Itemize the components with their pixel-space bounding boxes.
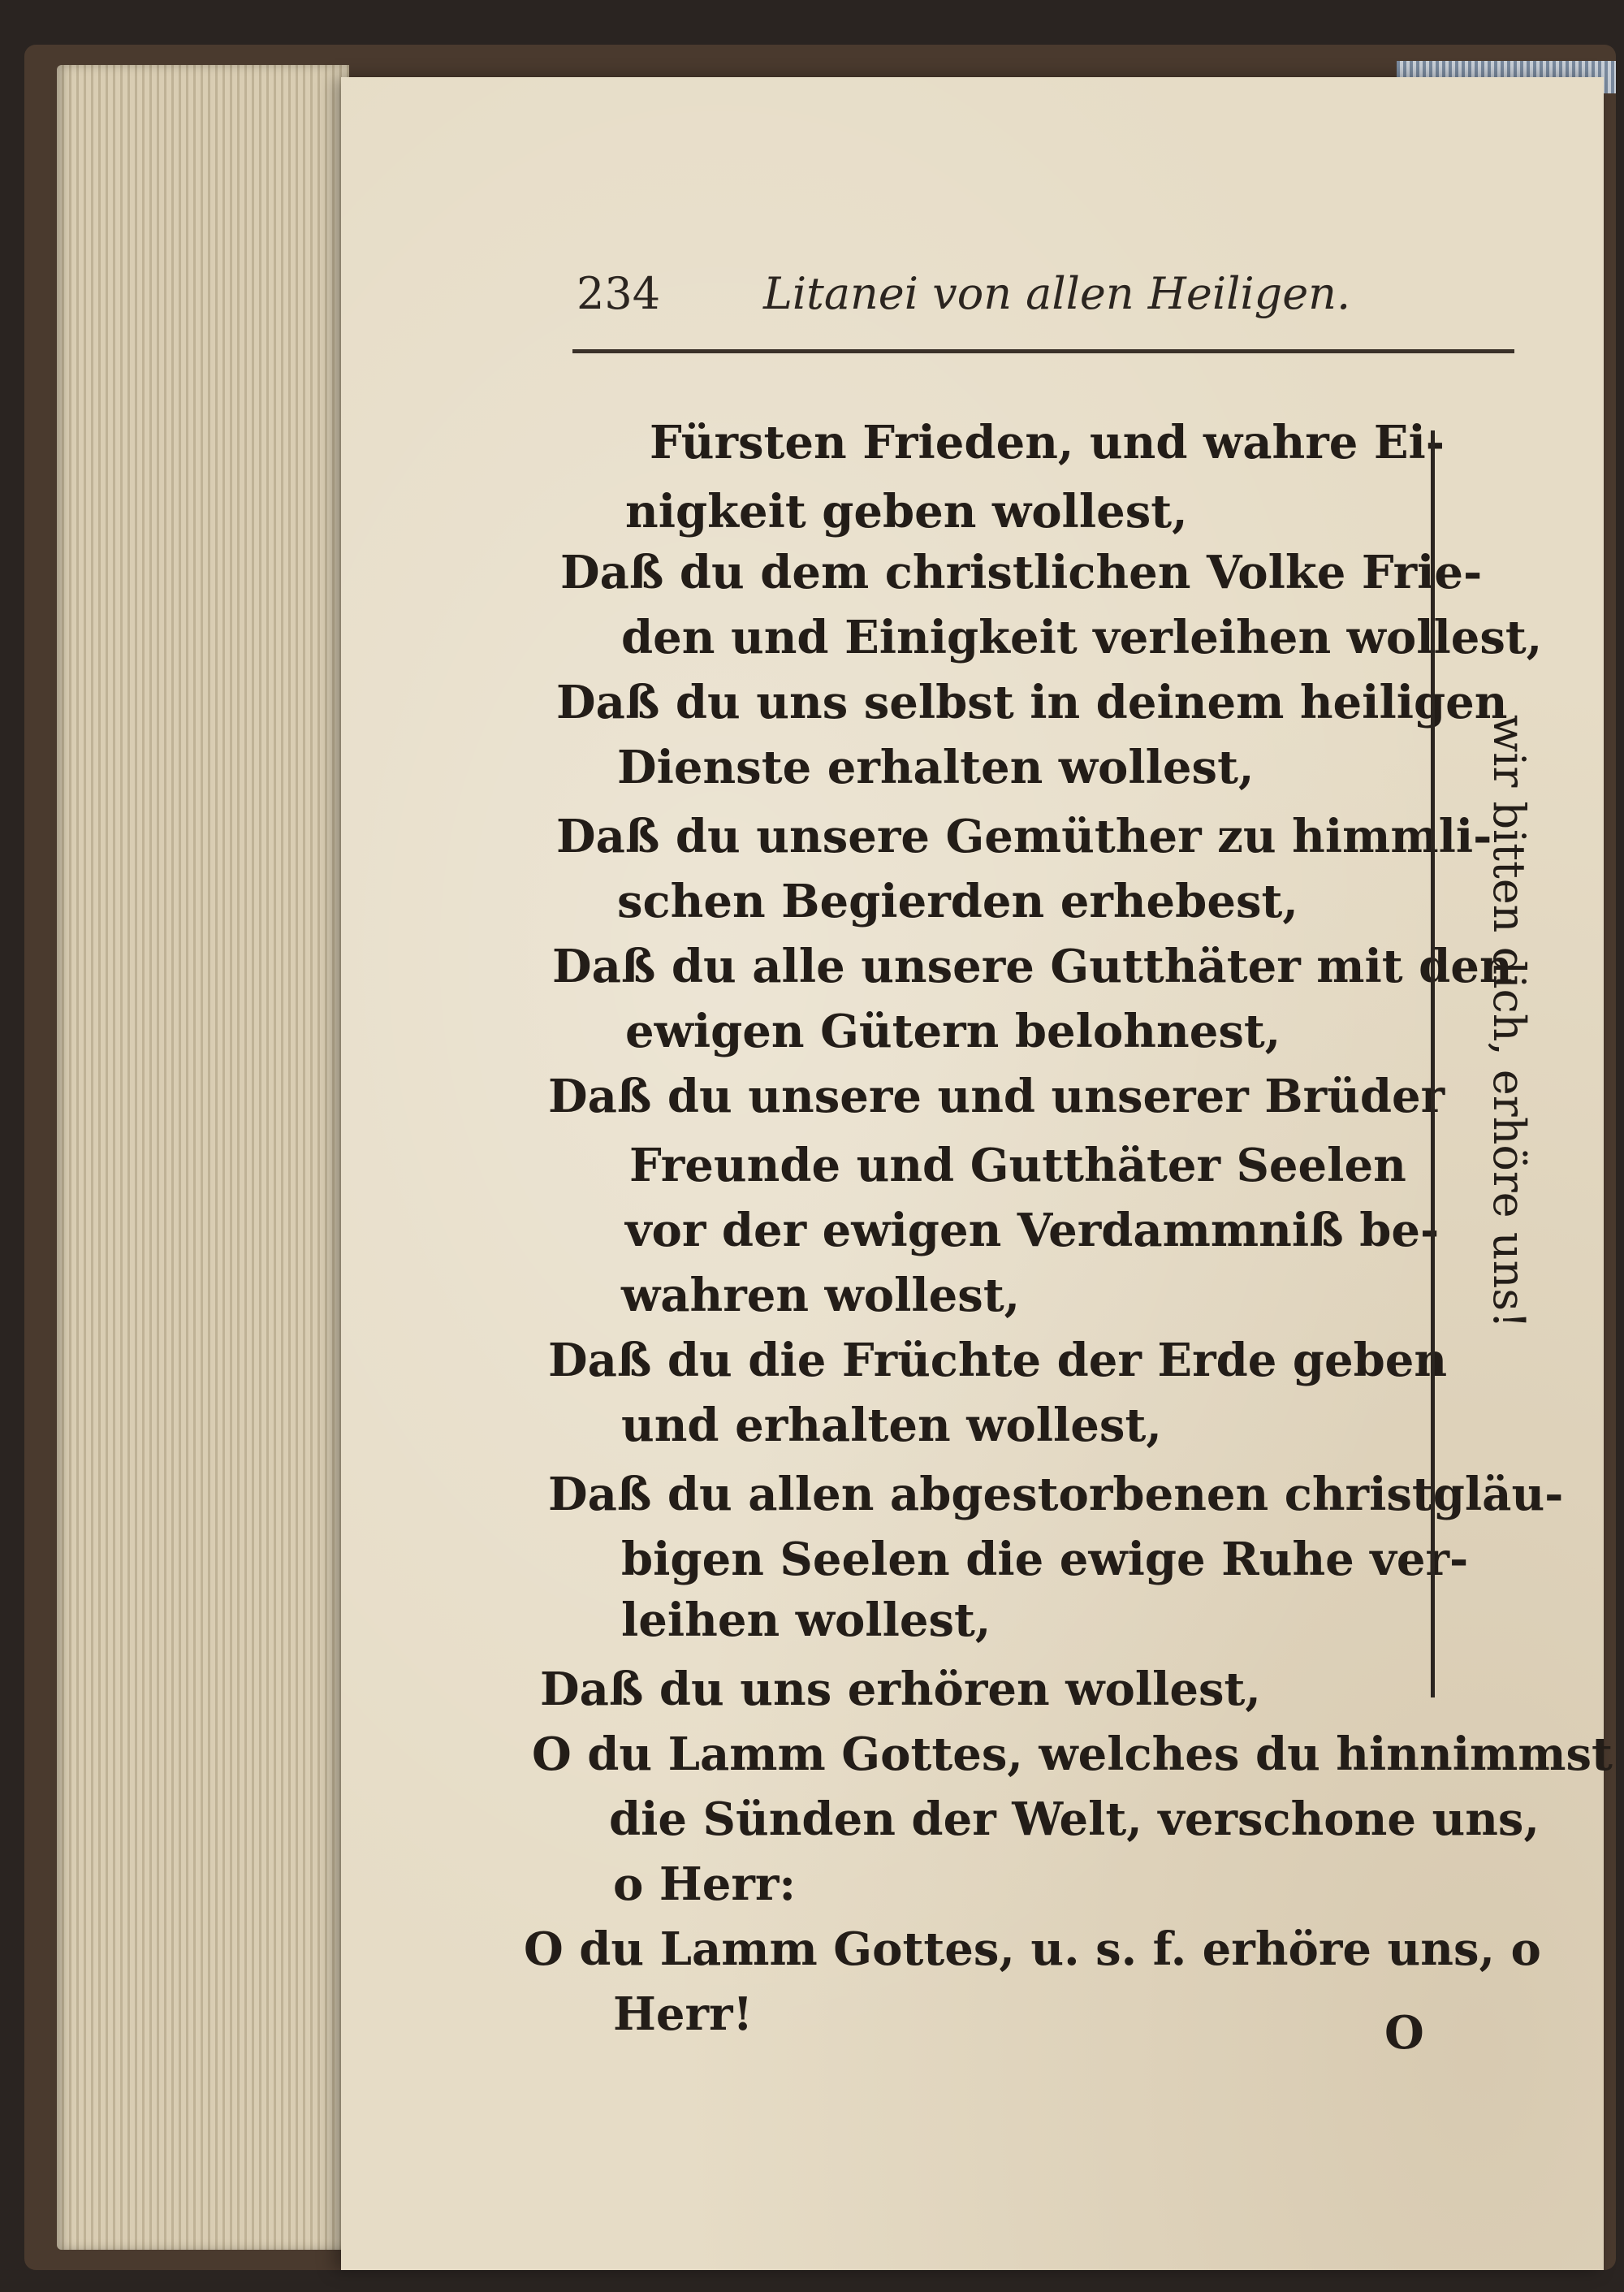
response-bracket [1431, 430, 1445, 1697]
text-line: Fürsten Frieden, und wahre Ei- [650, 416, 1445, 469]
running-title: Litanei von allen Heiligen. [763, 268, 1351, 319]
text-line: Daß du dem christlichen Volke Frie- [560, 546, 1483, 599]
catchword: O [1384, 2006, 1424, 2060]
text-line: o Herr: [613, 1857, 797, 1911]
text-line: wahren wollest, [621, 1269, 1021, 1322]
text-line: Daß du alle unsere Gutthäter mit den [552, 940, 1513, 993]
text-line: Daß du unsere und unserer Brüder [548, 1070, 1445, 1123]
text-line: leihen wollest, [621, 1594, 991, 1647]
text-line: nigkeit geben wollest, [625, 485, 1188, 538]
text-line: Dienste erhalten wollest, [617, 741, 1255, 794]
page-number: 234 [577, 268, 661, 319]
text-line: Daß du die Früchte der Erde geben [548, 1334, 1448, 1387]
text-line: vor der ewigen Verdammniß be- [625, 1204, 1440, 1257]
text-line: den und Einigkeit verleihen wollest, [621, 611, 1543, 664]
text-line: Herr! [613, 1987, 754, 2041]
text-line: Freunde und Gutthäter Seelen [629, 1139, 1406, 1192]
text-line: bigen Seelen die ewige Ruhe ver- [621, 1533, 1469, 1586]
text-line: Daß du unsere Gemüther zu himmli- [556, 810, 1492, 863]
text-line: ewigen Gütern belohnest, [625, 1005, 1281, 1058]
text-line: und erhalten wollest, [621, 1399, 1162, 1452]
response-label: wir bitten dich, erhöre uns! [1484, 715, 1535, 1329]
text-line: O du Lamm Gottes, u. s. f. erhöre uns, o [524, 1922, 1541, 1976]
text-line: Daß du allen abgestorbenen christgläu- [548, 1468, 1564, 1521]
text-line: schen Begierden erhebest, [617, 875, 1298, 928]
text-line: Daß du uns selbst in deinem heiligen [556, 676, 1508, 729]
text-line: die Sünden der Welt, verschone uns, [609, 1793, 1540, 1846]
text-line: O du Lamm Gottes, welches du hinnimmst [532, 1728, 1613, 1781]
text-line: Daß du uns erhören wollest, [540, 1663, 1261, 1716]
